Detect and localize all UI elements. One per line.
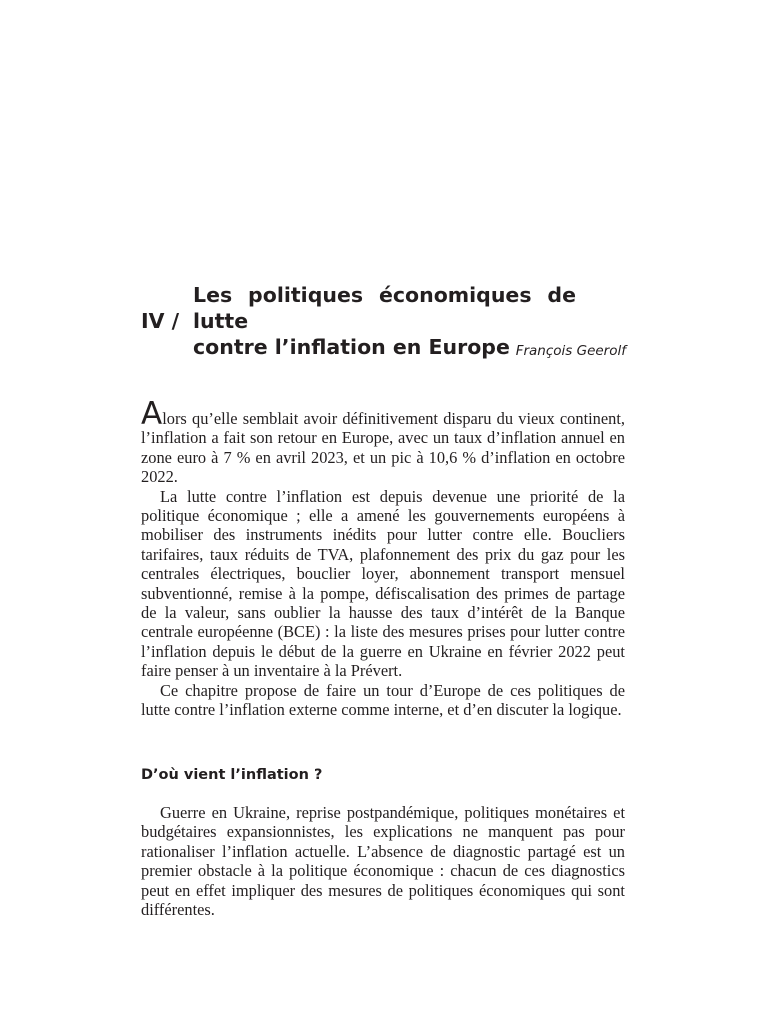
section-text	[141, 803, 625, 919]
intro-paragraph-1-text: lors qu’elle semblait avoir définitivement disparu du vieux continent, l’inflation a fait son retour en Europe, avec un taux d’inflation annuel en zone euro à 7 % en avril 2023, et un pic à 10,6 % d’inflation en octobre 2022.	[141, 409, 625, 487]
intro-text	[141, 396, 625, 720]
intro-paragraph-1	[141, 396, 625, 487]
section-heading: D’où vient l’inflation ?	[141, 767, 323, 783]
intro-paragraph-2: La lutte contre l’inflation est depuis devenue une priorité de la politique économique ; elle a amené les gouvernements européens à mobiliser des instruments inédits pour lutter contre elle. Boucliers tarifaires, taux réduits de TVA, plafonnement des prix du gaz pour les centrales électriques, bouclier loyer, abonnement transport mensuel subventionné, remise à la pompe, défiscalisation des primes de partage de la valeur, sans oublier la hausse des taux d’intérêt de la Banque centrale européenne (BCE) : la liste des mesures prises pour lutter contre l’inflation depuis le début de la guerre en Ukraine en février 2022 peut faire penser à un inventaire à la Prévert.	[141, 486, 625, 681]
chapter-number: IV /	[141, 309, 180, 333]
intro-paragraph-3: Ce chapitre propose de faire un tour d’Europe de ces politiques de lutte contre l’inflation externe comme interne, et d’en discuter la logique.	[141, 680, 625, 720]
chapter-title-line-2: contre l’inflation en Europe	[193, 335, 510, 359]
chapter-title-line-1: Les politiques économiques de lutte	[193, 283, 576, 333]
drop-cap: A	[141, 396, 163, 432]
section-paragraph-1: Guerre en Ukraine, reprise postpandémique, politiques monétaires et budgétaires expansionnistes, les explications ne manquent pas pour rationaliser l’inflation actuelle. L’absence de diagnostic partagé est un premier obstacle à la politique économique : chacun de ces diagnostics peut en effet impliquer des mesures de politiques économiques qui sont différentes.	[141, 803, 625, 920]
author-name: François Geerolf	[515, 343, 626, 359]
